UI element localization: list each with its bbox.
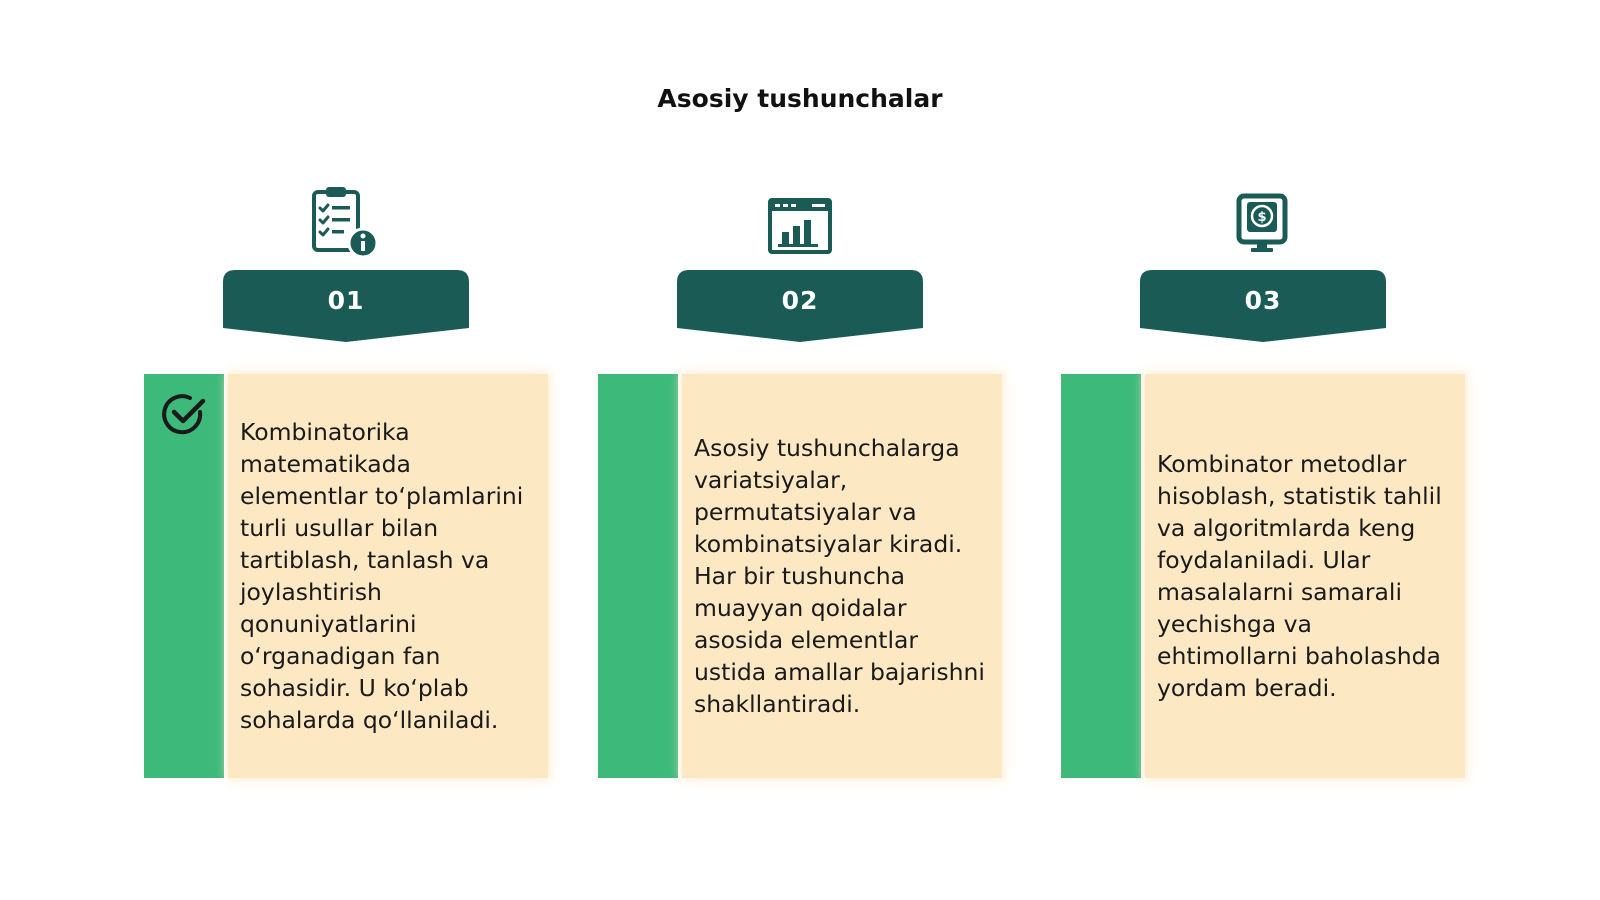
concept-card-3 [1061,374,1465,778]
concept-card-1 [144,374,548,778]
card-body [228,374,548,778]
card-accent-bar [1061,374,1141,778]
concept-card-2 [598,374,1002,778]
card-body [682,374,1002,778]
number-label: 03 [1244,286,1282,315]
card-accent-bar [144,374,224,778]
svg-text:$: $ [1257,210,1267,225]
concept-column-1 [144,0,548,900]
number-banner-1 [223,270,469,346]
concept-column-3 [1061,0,1465,900]
slide-title: Asosiy tushunchalar [657,84,943,113]
card-text: Kombinator metodlar hisoblash, statistik tahlil va algoritmlarda keng foydalaniladi. Ular masalalarni samarali yechishga va ehtimollarni baholashda yordam beradi. [1157,450,1442,702]
card-accent-bar [598,374,678,778]
bar-chart-window-icon [762,186,836,260]
number-label: 01 [327,286,365,315]
check-circle-icon [160,390,208,438]
card-text: Kombinatorika matematikada elementlar to‘plamlarini turli usullar bilan tartiblash, tanlash va joylashtirish qonuniyatlarini o‘rganadigan fan sohasidir. U ko‘plab sohalarda qo‘llaniladi. [240,418,524,734]
dollar-monitor-icon [1225,186,1299,260]
card-text: Asosiy tushunchalarga variatsiyalar, permutatsiyalar va kombinatsiyalar kiradi. Har bir tushuncha muayyan qoidalar asosida elementlar ustida amallar bajarishni shakllantiradi. [694,434,985,718]
number-banner-2 [677,270,923,346]
number-label: 02 [781,286,819,315]
concept-column-2 [598,0,1002,900]
clipboard-checklist-info-icon [308,186,382,260]
card-body [1145,374,1465,778]
number-banner-3 [1140,270,1386,346]
